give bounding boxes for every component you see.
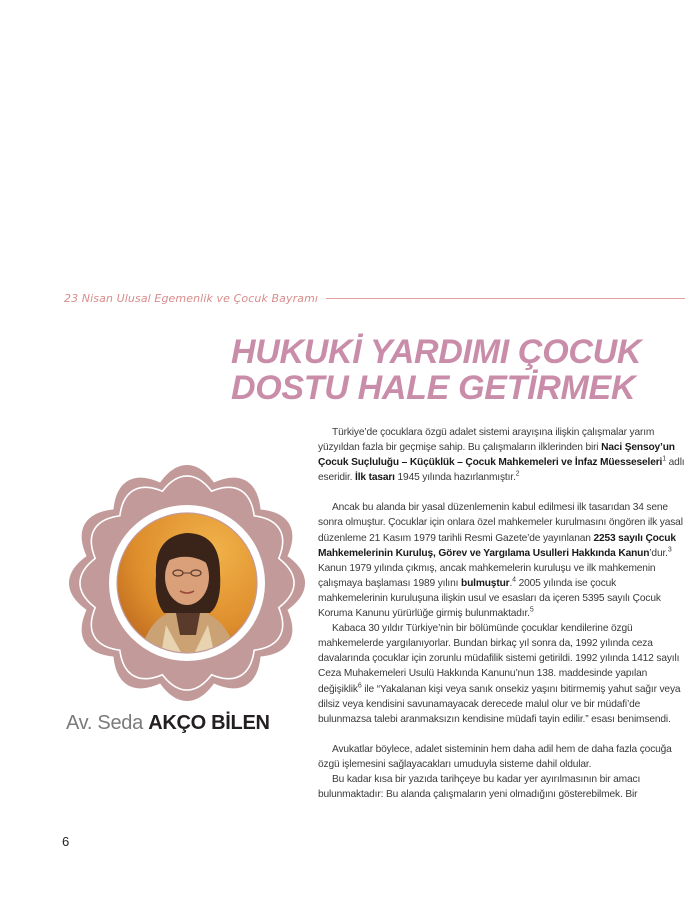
paragraph-4: Avukatlar böylece, adalet sisteminin hem daha adil hem de daha fazla çocuğa özgü işlemesini sağlayacakları umuduyla sisteme dahil oldular. — [318, 743, 672, 770]
article-title-line-2: DOSTU HALE GETİRMEK — [231, 369, 636, 407]
author-portrait — [68, 463, 306, 703]
page-number: 6 — [62, 834, 70, 849]
footnote-ref-3: 3 — [667, 546, 672, 554]
footnote-ref-2: 2 — [515, 470, 520, 478]
author-name: AKÇO BİLEN — [148, 712, 270, 734]
paragraph-2 — [318, 500, 686, 621]
p1-text-3: 1945 yılında hazırlanmıştır. — [394, 472, 516, 484]
p1-text-2: adlı eseridir. — [318, 457, 685, 484]
p2-bold-1: 2253 sayılı Çocuk Mahkemelerinin Kuruluş, Görev ve Yargılama Usulleri Hakkında Kanun — [318, 532, 676, 559]
p2-text-3: Kanun 1979 yılında çıkmış, ancak mahkemelerin kuruluşu ve ilk mahkemenin çalışmaya başlaması 1989 yılını — [318, 562, 656, 589]
running-head-text: 23 Nisan Ulusal Egemenlik ve Çocuk Bayramı — [64, 291, 319, 305]
footnote-ref-5: 5 — [529, 606, 534, 614]
paragraph-5: Bu kadar kısa bir yazıda tarihçeye bu kadar yer ayırılmasının bir amacı bulunmaktadır: Bu alanda çalışmaların yeni olmadığını gösterebilmek. Bir — [318, 773, 641, 801]
p2-text-1: Ancak bu alanda bir yasal düzenlemenin kabul edilmesi ilk tasarıdan 34 sene sonra olmuştur. Çocuklar için onlara özel mahkemeler kurulmasını öngören ilk yasal düzenleme 21 Kasım 1979 tarihli Resmi Gazete’de yayınlanan — [318, 502, 683, 544]
footnote-ref-4: 4 — [512, 576, 516, 584]
author-byline — [66, 712, 270, 735]
running-head-rule — [326, 298, 685, 299]
article-title-line-1: HUKUKİ YARDIMI ÇOCUK — [231, 333, 642, 371]
p1-text-1: Türkiye’de çocuklara özgü adalet sistemi arayışına ilişkin çalışmalar yarım yüzyıldan fazla bir geçmişe sahip. Bu çalışmaların ilklerinden biri — [318, 427, 655, 454]
p3-text-1: Kabaca 30 yıldır Türkiye’nin bir bölümünde çocuklar kendilerine özgü mahkemelerde yargılanıyorlar. Bundan birkaç yıl sonra da, 1992 yılında ceza davalarında çocuklar için zorunlu müdafilik sistemi getirildi. 1992 yılında 1412 sayılı Ceza Muhakemeleri Usulü Hakkında Kanunu’nun 138. maddesinde yapılan değişiklik — [318, 623, 680, 695]
p2-text-4: . — [509, 577, 513, 589]
article-body — [318, 425, 686, 802]
p1-bold-2: İlk tasarı — [355, 472, 395, 484]
paragraph-3 — [318, 621, 686, 727]
p3-text-2: ile “Yakalanan kişi veya sanık onsekiz yaşını bitirmemiş yahut sağır veya dilsiz veya kendisini savunamayacak derecede malul olur ve bir müdafi’de bulunmazsa talebi aranmaksızın kendisine müdafi tayin edilir.” esası benimsendi. — [318, 683, 681, 725]
footnote-ref-6: 6 — [357, 682, 362, 690]
p1-bold-1: Naci Şensoy’un Çocuk Suçluluğu – Küçüklük – Çocuk Mahkemeleri ve İnfaz Müesseseleri — [318, 442, 675, 469]
article-title — [231, 334, 691, 406]
running-head — [64, 291, 685, 305]
paragraph-1 — [318, 425, 686, 485]
footnote-ref-1: 1 — [662, 455, 666, 463]
p2-text-2: ’dur. — [649, 547, 668, 559]
p2-bold-2: bulmuştur — [461, 577, 510, 589]
p2-text-5: 2005 yılında ise çocuk mahkemelerinin kuruluşuna ilişkin usul ve esasları da içeren 5395 sayılı Çocuk Koruma Kanunu yürürlüğe girmiş bulunmaktadır. — [318, 577, 661, 620]
author-prefix: Av. Seda — [66, 712, 143, 734]
